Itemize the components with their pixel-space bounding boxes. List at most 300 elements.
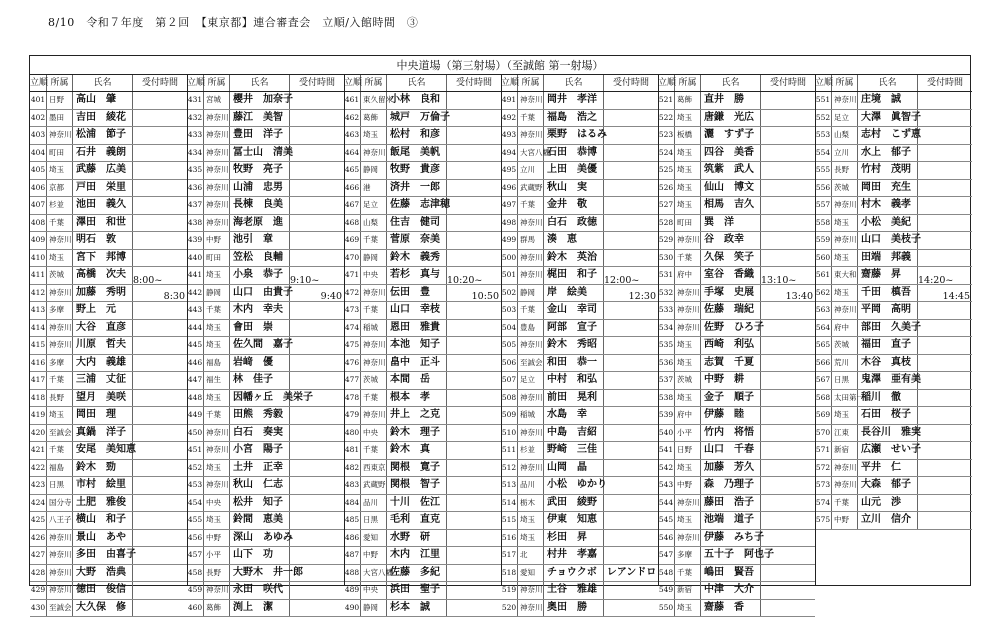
- header-name: 氏名: [858, 75, 918, 91]
- row-name: 鈴木 義秀: [387, 250, 447, 267]
- row-name: 本間 岳: [387, 372, 447, 389]
- row-no: 510: [501, 425, 518, 442]
- time-end-label: 14:45: [943, 291, 970, 302]
- row-no: 415: [30, 337, 47, 354]
- row-team: 千葉: [518, 302, 544, 319]
- row-name: 相馬 吉久: [701, 197, 761, 214]
- row-time: [290, 547, 344, 564]
- table-row: [344, 320, 501, 338]
- time-end-label: 13:40: [786, 291, 813, 302]
- row-name: 岡田 充生: [858, 180, 918, 197]
- row-no: 552: [815, 110, 832, 127]
- row-no: 491: [501, 92, 518, 109]
- header-no: 立順: [501, 75, 518, 91]
- row-no: 446: [187, 355, 204, 372]
- row-time: [290, 302, 344, 319]
- row-team: 日黒: [832, 372, 858, 389]
- row-no: 508: [501, 390, 518, 407]
- row-time: [290, 250, 344, 267]
- row-time: [604, 565, 658, 582]
- row-team: 埼玉: [832, 285, 858, 302]
- table-row: [815, 372, 972, 390]
- row-team: 港: [361, 180, 387, 197]
- row-time: [918, 495, 972, 512]
- row-time: [761, 162, 815, 179]
- table-row: [30, 127, 187, 145]
- table-row: [187, 390, 344, 408]
- row-name: 筑紫 武人: [701, 162, 761, 179]
- table-row: [30, 337, 187, 355]
- time-start-label: 8:00~: [133, 275, 162, 286]
- table-row: [658, 355, 815, 373]
- row-name: 藤田 浩子: [701, 495, 761, 512]
- table-row: [30, 267, 187, 285]
- row-no: 465: [344, 162, 361, 179]
- row-name: 池引 章: [230, 232, 290, 249]
- row-team: 静岡: [361, 162, 387, 179]
- row-team: 立川: [832, 145, 858, 162]
- row-no: 498: [501, 215, 518, 232]
- row-no: 507: [501, 372, 518, 389]
- table-row: [658, 232, 815, 250]
- table-row: [815, 355, 972, 373]
- row-name: 野崎 三佳: [544, 442, 604, 459]
- row-name: 和田 恭一: [544, 355, 604, 372]
- table-row: [344, 250, 501, 268]
- table-row: [187, 355, 344, 373]
- row-team: 福島: [204, 355, 230, 372]
- row-team: 埼玉: [204, 512, 230, 529]
- row-time: [447, 372, 501, 389]
- table-row: [344, 355, 501, 373]
- row-team: 至誠会: [47, 600, 73, 617]
- row-time: [290, 320, 344, 337]
- table-row: [30, 582, 187, 600]
- table-row: [501, 582, 658, 600]
- table-row: [187, 110, 344, 128]
- row-time: [604, 232, 658, 249]
- row-no: 480: [344, 425, 361, 442]
- table-row: [658, 547, 815, 565]
- table-row: [344, 425, 501, 443]
- table-row: [187, 460, 344, 478]
- table-row: [30, 215, 187, 233]
- row-no: 455: [187, 512, 204, 529]
- row-time: [447, 215, 501, 232]
- row-team: 埼玉: [204, 460, 230, 477]
- row-no: 463: [344, 127, 361, 144]
- row-no: 454: [187, 495, 204, 512]
- row-time: [761, 565, 815, 582]
- header-time: 受付時間: [447, 75, 501, 91]
- row-name: 阿部 宣子: [544, 320, 604, 337]
- row-no: 433: [187, 127, 204, 144]
- row-name: 田端 邦義: [858, 250, 918, 267]
- row-time: [604, 302, 658, 319]
- table-row: [658, 320, 815, 338]
- row-team: 神奈川: [204, 215, 230, 232]
- row-team: 足立: [361, 197, 387, 214]
- row-team: 神奈川: [361, 407, 387, 424]
- row-name: 因幡ヶ丘 美栄子: [230, 390, 290, 407]
- row-name: 岡田 理: [73, 407, 133, 424]
- row-team: 茨城: [675, 372, 701, 389]
- row-no: 472: [344, 285, 361, 302]
- table-row: [187, 180, 344, 198]
- row-name: 大谷 直彦: [73, 320, 133, 337]
- time-start-label: 14:20~: [918, 275, 953, 286]
- row-time: [447, 250, 501, 267]
- row-no: 526: [658, 180, 675, 197]
- row-no: 458: [187, 565, 204, 582]
- table-row: [344, 215, 501, 233]
- row-no: 496: [501, 180, 518, 197]
- row-team: 千葉: [675, 565, 701, 582]
- row-team: 中野: [204, 530, 230, 547]
- row-team: 千葉: [204, 407, 230, 424]
- row-name: 関根 智子: [387, 477, 447, 494]
- row-name: 飯尾 美帆: [387, 145, 447, 162]
- row-time: [604, 477, 658, 494]
- row-time: [918, 250, 972, 267]
- row-time: [133, 600, 187, 617]
- row-team: 至誠会: [47, 425, 73, 442]
- row-team: 埼玉: [675, 512, 701, 529]
- row-team: 神奈川: [204, 197, 230, 214]
- row-time: [290, 582, 344, 599]
- row-name: 森 乃理子: [701, 477, 761, 494]
- row-name: 佐久間 嘉子: [230, 337, 290, 354]
- row-no: 567: [815, 372, 832, 389]
- row-time: [447, 110, 501, 127]
- row-team: 中央: [361, 582, 387, 599]
- row-team: 千葉: [518, 197, 544, 214]
- row-team: 板橋: [675, 127, 701, 144]
- row-no: 481: [344, 442, 361, 459]
- row-team: 埼玉: [204, 267, 230, 284]
- header-name: 氏名: [701, 75, 761, 91]
- row-no: 418: [30, 390, 47, 407]
- row-team: 杉並: [518, 442, 544, 459]
- row-no: 495: [501, 162, 518, 179]
- row-team: 神奈川: [47, 337, 73, 354]
- row-no: 558: [815, 215, 832, 232]
- row-time: [761, 355, 815, 372]
- row-no: 536: [658, 355, 675, 372]
- row-time: [761, 407, 815, 424]
- table-row: [658, 477, 815, 495]
- row-time: [604, 355, 658, 372]
- row-name: 望月 美咲: [73, 390, 133, 407]
- row-name: 小宮 陽子: [230, 442, 290, 459]
- row-no: 554: [815, 145, 832, 162]
- table-row: [187, 320, 344, 338]
- row-no: 515: [501, 512, 518, 529]
- row-name: 小松 ゆかり: [544, 477, 604, 494]
- row-name: 湊 恵: [544, 232, 604, 249]
- table-row: [501, 337, 658, 355]
- row-team: 東久留米: [361, 92, 387, 109]
- row-no: 516: [501, 530, 518, 547]
- row-time: [761, 232, 815, 249]
- row-time: [290, 110, 344, 127]
- row-no: 419: [30, 407, 47, 424]
- row-team: 千葉: [47, 215, 73, 232]
- row-time: [290, 460, 344, 477]
- row-team: 長野: [204, 565, 230, 582]
- row-time: [918, 215, 972, 232]
- row-no: 502: [501, 285, 518, 302]
- row-team: 神奈川: [361, 145, 387, 162]
- row-team: 中野: [204, 232, 230, 249]
- row-team: 中央: [204, 495, 230, 512]
- row-no: 537: [658, 372, 675, 389]
- row-team: 神奈川: [518, 600, 544, 617]
- row-name: 藤江 美智: [230, 110, 290, 127]
- row-no: 492: [501, 110, 518, 127]
- row-no: 517: [501, 547, 518, 564]
- table-row: [658, 337, 815, 355]
- row-time: [604, 180, 658, 197]
- row-no: 546: [658, 530, 675, 547]
- row-time: [447, 162, 501, 179]
- row-time: [290, 407, 344, 424]
- row-no: 412: [30, 285, 47, 302]
- table-row: [501, 110, 658, 128]
- table-row: [501, 477, 658, 495]
- row-team: 宮城: [204, 92, 230, 109]
- table-row: [501, 197, 658, 215]
- row-name: 明石 敦: [73, 232, 133, 249]
- row-time: [447, 145, 501, 162]
- row-name: 竹村 茂明: [858, 162, 918, 179]
- row-no: 563: [815, 302, 832, 319]
- row-name: 済井 一郎: [387, 180, 447, 197]
- table-row: [815, 180, 972, 198]
- table-row: [815, 110, 972, 128]
- table-row: [187, 582, 344, 600]
- row-team: 日黒: [361, 512, 387, 529]
- row-time: [761, 600, 815, 617]
- row-time: [133, 92, 187, 109]
- row-team: 太田第一: [832, 390, 858, 407]
- row-name: 武藤 広美: [73, 162, 133, 179]
- row-name: 宮下 邦博: [73, 250, 133, 267]
- row-no: 448: [187, 390, 204, 407]
- row-no: 438: [187, 215, 204, 232]
- row-no: 407: [30, 197, 47, 214]
- table-row: [30, 92, 187, 110]
- row-team: 千葉: [518, 110, 544, 127]
- row-team: 栃木: [518, 495, 544, 512]
- row-no: 444: [187, 320, 204, 337]
- schedule-block: [344, 75, 501, 617]
- table-row: [187, 127, 344, 145]
- table-row: [344, 145, 501, 163]
- row-time: [761, 442, 815, 459]
- row-no: 432: [187, 110, 204, 127]
- row-name: 戸田 栄里: [73, 180, 133, 197]
- table-row: [30, 460, 187, 478]
- row-team: 神奈川: [518, 390, 544, 407]
- header-name: 氏名: [387, 75, 447, 91]
- row-team: 多摩: [47, 302, 73, 319]
- row-name: 中島 吉紹: [544, 425, 604, 442]
- row-no: 488: [344, 565, 361, 582]
- column-header-row: [501, 75, 658, 92]
- row-name: 鈴木 勁: [73, 460, 133, 477]
- table-row: [501, 250, 658, 268]
- row-time: [604, 547, 658, 564]
- table-row: [501, 425, 658, 443]
- table-row: [815, 250, 972, 268]
- row-name: 岩﨑 優: [230, 355, 290, 372]
- row-time: [447, 460, 501, 477]
- row-name: 笠松 良輔: [230, 250, 290, 267]
- row-time: [761, 530, 815, 547]
- row-team: 神奈川: [204, 477, 230, 494]
- row-team: 埼玉: [675, 355, 701, 372]
- row-time: [447, 547, 501, 564]
- row-time: [604, 337, 658, 354]
- row-time: [290, 355, 344, 372]
- row-name: 大野木 井一郎: [230, 565, 290, 582]
- row-name: 土肥 雅俊: [73, 495, 133, 512]
- row-no: 494: [501, 145, 518, 162]
- row-name: 水島 幸: [544, 407, 604, 424]
- row-team: 静岡: [204, 285, 230, 302]
- row-no: 562: [815, 285, 832, 302]
- row-time: [133, 145, 187, 162]
- table-row: [344, 547, 501, 565]
- row-name: 恩田 雅貴: [387, 320, 447, 337]
- row-name: 栗野 はるみ: [544, 127, 604, 144]
- table-row: [344, 600, 501, 617]
- row-name: 佐野 ひろ子: [701, 320, 761, 337]
- table-row: [30, 250, 187, 268]
- time-end-label: 12:30: [629, 291, 656, 302]
- table-row: [187, 232, 344, 250]
- table-row: [815, 320, 972, 338]
- row-name: 大森 郁子: [858, 477, 918, 494]
- row-team: 神奈川: [518, 582, 544, 599]
- table-row: [815, 302, 972, 320]
- row-no: 490: [344, 600, 361, 617]
- row-no: 533: [658, 302, 675, 319]
- row-name: 齋藤 昇: [858, 267, 918, 284]
- row-time: [604, 600, 658, 617]
- row-name: 土井 正幸: [230, 460, 290, 477]
- schedule-block: [187, 75, 344, 617]
- row-team: 埼玉: [832, 250, 858, 267]
- row-time: [290, 372, 344, 389]
- row-team: 埼玉: [518, 512, 544, 529]
- table-row: [658, 197, 815, 215]
- header-no: 立順: [815, 75, 832, 91]
- column-header-row: [30, 75, 187, 92]
- row-time: [918, 92, 972, 109]
- row-no: 449: [187, 407, 204, 424]
- row-time: [290, 145, 344, 162]
- row-name: 長棟 良美: [230, 197, 290, 214]
- row-team: 荒川: [832, 355, 858, 372]
- row-name: 立川 信介: [858, 512, 918, 529]
- row-time: [133, 355, 187, 372]
- row-name: 土谷 雅雄: [544, 582, 604, 599]
- row-name: 長谷川 雅実: [858, 425, 918, 442]
- row-name: 池田 義久: [73, 197, 133, 214]
- time-start-label: 10:20~: [447, 275, 482, 286]
- row-name: 牧野 亮子: [230, 162, 290, 179]
- row-name: 毛利 直克: [387, 512, 447, 529]
- row-time: [918, 390, 972, 407]
- row-team: 神奈川: [361, 337, 387, 354]
- row-name: 金子 順子: [701, 390, 761, 407]
- row-name: 加藤 芳久: [701, 460, 761, 477]
- row-name: 野上 元: [73, 302, 133, 319]
- table-row: [30, 372, 187, 390]
- table-row: [658, 145, 815, 163]
- row-no: 506: [501, 355, 518, 372]
- row-time: [290, 127, 344, 144]
- table-row: [815, 477, 972, 495]
- row-no: 426: [30, 530, 47, 547]
- table-row: [344, 512, 501, 530]
- row-team: 静岡: [518, 285, 544, 302]
- table-row: [344, 197, 501, 215]
- row-name: 徳田 俊信: [73, 582, 133, 599]
- row-team: 豊島: [518, 320, 544, 337]
- row-no: 540: [658, 425, 675, 442]
- row-name: 鈴木 英治: [544, 250, 604, 267]
- row-name: 西崎 利弘: [701, 337, 761, 354]
- row-no: 404: [30, 145, 47, 162]
- row-name: 石田 恭博: [544, 145, 604, 162]
- row-team: 千葉: [675, 250, 701, 267]
- row-team: 日野: [47, 92, 73, 109]
- row-name: 會田 崇: [230, 320, 290, 337]
- row-time: [447, 512, 501, 529]
- row-team: 福島: [47, 460, 73, 477]
- row-time: [761, 92, 815, 109]
- table-row: [30, 600, 187, 617]
- schedule-block: [658, 75, 815, 617]
- table-row: [658, 495, 815, 513]
- row-time: [447, 180, 501, 197]
- row-name: 広瀬 せい子: [858, 442, 918, 459]
- table-row: [658, 215, 815, 233]
- row-name: 村木 義孝: [858, 197, 918, 214]
- row-no: 450: [187, 425, 204, 442]
- row-team: 神奈川: [204, 162, 230, 179]
- row-name: 井上 之克: [387, 407, 447, 424]
- row-team: 神奈川: [204, 582, 230, 599]
- row-no: 461: [344, 92, 361, 109]
- row-no: 535: [658, 337, 675, 354]
- header-team: 所属: [675, 75, 701, 91]
- table-row: [501, 495, 658, 513]
- row-no: 466: [344, 180, 361, 197]
- row-time: [604, 530, 658, 547]
- row-no: 425: [30, 512, 47, 529]
- table-row: [187, 530, 344, 548]
- table-row: [501, 442, 658, 460]
- row-name: 金井 敬: [544, 197, 604, 214]
- row-team: 埼玉: [675, 145, 701, 162]
- row-name: 嶋田 賢吾: [701, 565, 761, 582]
- row-time: [447, 337, 501, 354]
- table-row: [30, 547, 187, 565]
